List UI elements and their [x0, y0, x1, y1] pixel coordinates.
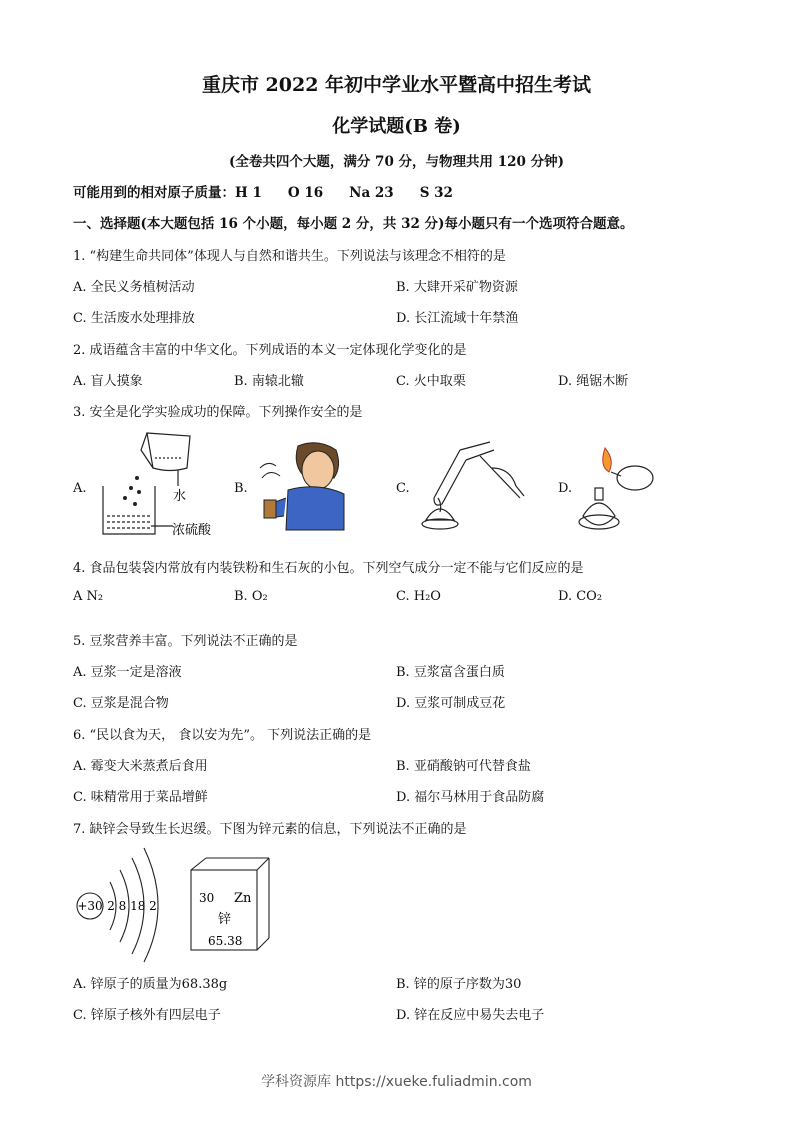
nucleus-charge: +30 [77, 899, 103, 913]
atomic-mass-item: Na 23 [349, 185, 394, 201]
option-a: A. 霉变大米蒸煮后食用 [73, 759, 208, 774]
bottle-icon [264, 500, 276, 518]
atomic-number: 30 [199, 891, 215, 905]
option-c: C. 生活废水处理排放 [73, 311, 195, 326]
option-d: D. 豆浆可制成豆花 [396, 696, 506, 711]
element-name: 锌 [218, 912, 232, 927]
option-a: A. 锌原子的质量为68.38g [73, 977, 228, 992]
option-a: A. 豆浆一定是溶液 [73, 665, 182, 680]
option-d: D. [558, 481, 573, 496]
element-symbol: Zn [234, 891, 252, 906]
option-d: D. 长江流域十年禁渔 [396, 311, 519, 326]
face-icon [302, 451, 334, 489]
exam-note: (全卷共四个大题，满分 70 分，与物理共用 120 分钟) [228, 154, 565, 170]
atomic-mass-line [73, 181, 453, 201]
option-a: A. 全民义务植树活动 [73, 280, 195, 295]
page-title: 重庆市 2022 年初中学业水平暨高中招生考试 [201, 74, 592, 96]
option-b: B. 亚硝酸钠可代替食盐 [396, 759, 531, 774]
heating-tube-figure [420, 438, 530, 538]
electron-counts: 2 8 18 2 [107, 899, 157, 913]
water-label: 水 [173, 489, 187, 504]
option-d: D. 绳锯木断 [558, 374, 629, 389]
option-b: B. 大肆开采矿物资源 [396, 280, 518, 295]
option-d: D. 福尔马林用于食品防腐 [396, 790, 545, 805]
question-stem: 7. 缺锌会导致生长迟缓。下图为锌元素的信息，下列说法不正确的是 [73, 822, 467, 837]
question-stem: 5. 豆浆营养丰富。下列说法不正确的是 [73, 634, 298, 649]
exam-subtitle: 化学试题(B 卷) [332, 116, 461, 137]
acid-label: 浓硫酸 [172, 523, 212, 538]
tilted-lamp-icon [617, 466, 653, 490]
smelling-figure [258, 438, 348, 533]
atomic-mass-item: O 16 [287, 185, 324, 201]
option-b: B. 豆浆富含蛋白质 [396, 665, 505, 680]
question-stem: 4. 食品包装袋内常放有内装铁粉和生石灰的小包。下列空气成分一定不能与它们反应的是 [73, 561, 584, 576]
question-stem: 2. 成语蕴含丰富的中华文化。下列成语的本义一定体现化学变化的是 [73, 343, 467, 358]
alcohol-lamp-icon [583, 503, 615, 525]
option-c: C. H₂O [396, 589, 441, 604]
test-tube-holder-icon [480, 456, 520, 498]
test-tube-icon [460, 442, 490, 450]
option-c: C. 豆浆是混合物 [73, 696, 169, 711]
option-b: B. 南辕北辙 [234, 374, 304, 389]
option-d: D. 锌在反应中易失去电子 [396, 1008, 545, 1023]
atomic-mass-item: S 32 [419, 185, 453, 201]
option-b: B. O₂ [234, 589, 268, 604]
lamp-lighting-figure [575, 442, 665, 534]
option-c: C. 锌原子核外有四层电子 [73, 1008, 221, 1023]
dilution-beaker-figure [95, 428, 215, 540]
atomic-mass-item: H 1 [235, 185, 262, 201]
option-b: B. [234, 481, 248, 496]
option-a: A. 盲人摸象 [73, 374, 143, 389]
option-a: A. [73, 481, 87, 496]
flame-icon [603, 448, 612, 472]
option-c: C. [396, 481, 410, 496]
option-c: C. 味精常用于菜品增鲜 [73, 790, 208, 805]
shirt-icon [286, 487, 344, 530]
acid-beaker-icon [103, 486, 155, 534]
option-b: B. 锌的原子序数为30 [396, 977, 522, 992]
question-stem: 3. 安全是化学实验成功的保障。下列操作安全的是 [73, 405, 363, 420]
atomic-mass: 65.38 [208, 934, 243, 948]
question-stem: 6. “民以食为天， 食以安为先”。 下列说法正确的是 [73, 728, 372, 743]
section-heading: 一、选择题(本大题包括 16 个小题，每小题 2 分，共 32 分)每小题只有一个选项符合题意。 [73, 216, 634, 232]
pouring-beaker-icon [147, 433, 190, 471]
footer-watermark: 学科资源库 https://xueke.fuliadmin.com [261, 1074, 532, 1090]
zinc-atom-structure-diagram [74, 846, 174, 962]
atomic-mass-label: 可能用到的相对原子质量： [73, 185, 235, 201]
option-c: C. 火中取栗 [396, 374, 466, 389]
zinc-element-card [188, 856, 272, 954]
option-a: A N₂ [73, 589, 104, 604]
question-stem: 1. “构建生命共同体”体现人与自然和谐共生。下列说法与该理念不相符的是 [73, 249, 506, 264]
option-d: D. CO₂ [558, 589, 603, 604]
